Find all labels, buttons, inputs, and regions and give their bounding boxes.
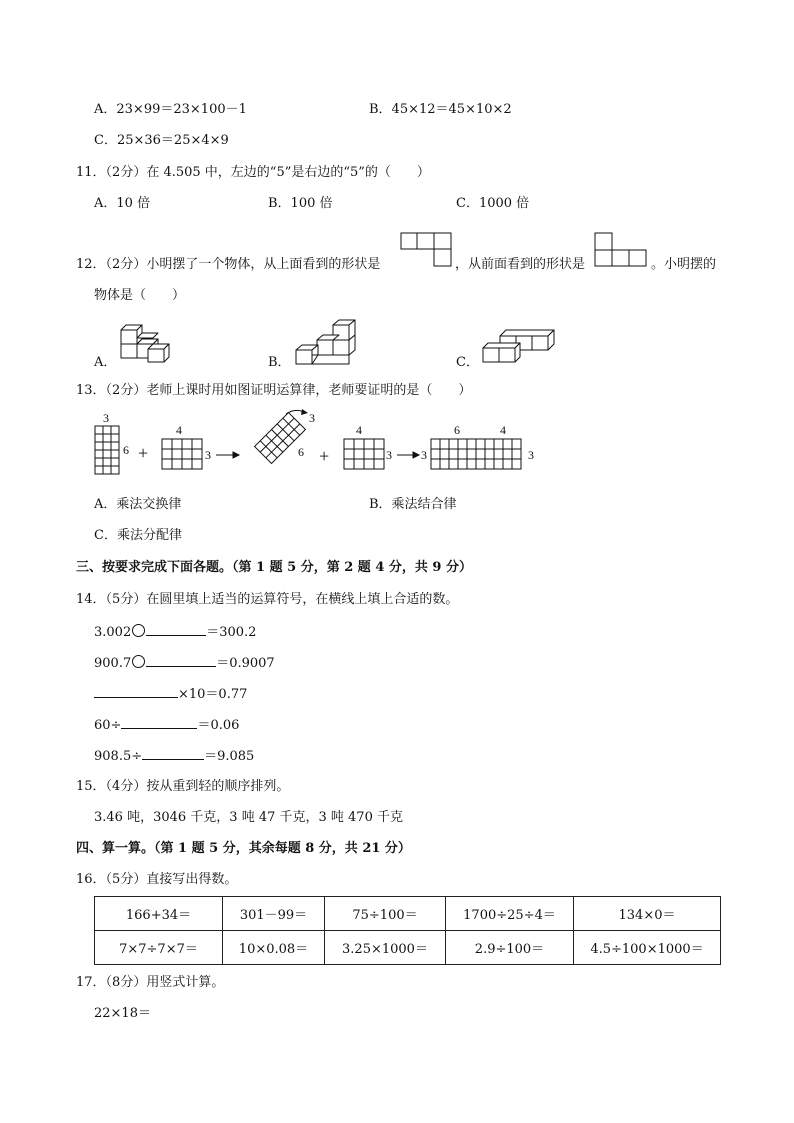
q12-option-c-cubes xyxy=(480,326,558,366)
q13-figure xyxy=(90,408,650,488)
q16-calc-table xyxy=(94,896,721,965)
q13-label: 3 xyxy=(386,448,392,462)
q13-label: 4 xyxy=(356,423,362,437)
table-row xyxy=(95,897,721,931)
q13-label: 4 xyxy=(176,423,182,437)
q13-option-b: B．乘法结合律 xyxy=(369,497,457,512)
q12-option-b-cubes xyxy=(293,318,361,366)
calc-cell: 1700÷25÷4＝ xyxy=(446,897,574,931)
q14-r3-right: ×10＝0.77 xyxy=(178,687,248,702)
section3-heading: 三、按要求完成下面各题。（第 1 题 5 分，第 2 题 4 分，共 9 分） xyxy=(76,560,472,575)
q16-stem: 16．（5分）直接写出得数。 xyxy=(76,872,238,887)
q14-r2-right: ＝0.9007 xyxy=(216,656,275,671)
q13-option-c: C．乘法分配律 xyxy=(94,528,182,543)
q10-option-a: A．23×99＝23×100－1 xyxy=(94,102,247,117)
q14-r5-right: ＝9.085 xyxy=(204,749,255,764)
q13-label: 6 xyxy=(298,445,304,459)
q12-option-a: A． xyxy=(94,355,117,370)
answer-blank[interactable] xyxy=(121,716,197,729)
q12-front-view-figure xyxy=(594,232,650,268)
q11-option-a: A．10 倍 xyxy=(94,196,151,211)
q13-label: 4 xyxy=(500,423,506,437)
answer-blank[interactable] xyxy=(94,685,178,698)
operator-circle[interactable] xyxy=(132,624,145,637)
q12-option-a-cubes xyxy=(118,318,180,364)
q15-stem: 15．（4分）按从重到轻的顺序排列。 xyxy=(76,779,290,794)
q12-option-b: B． xyxy=(268,355,291,370)
calc-cell: 166+34＝ xyxy=(95,897,223,931)
q17-expression: 22×18＝ xyxy=(94,1006,151,1021)
q14-r1-left: 3.002 xyxy=(94,625,132,640)
q14-row-2 xyxy=(94,654,275,672)
q13-label: 3 xyxy=(528,448,534,462)
q14-row-1 xyxy=(94,623,256,641)
calc-cell: 7×7÷7×7＝ xyxy=(95,931,223,965)
q14-r5-left: 908.5÷ xyxy=(94,749,143,764)
q15-items: 3.46 吨，3046 千克，3 吨 47 千克，3 吨 470 千克 xyxy=(94,810,403,825)
q10-option-c: C．25×36＝25×4×9 xyxy=(94,133,229,148)
q13-stem: 13．（2分）老师上课时用如图证明运算律，老师要证明的是（ ） xyxy=(76,383,472,398)
q11-option-c: C．1000 倍 xyxy=(456,196,530,211)
q13-plus: + xyxy=(138,443,149,463)
q12-option-c: C． xyxy=(456,355,479,370)
q12-stem-line2: 物体是（ ） xyxy=(94,288,186,303)
table-row xyxy=(95,931,721,965)
q13-label: 6 xyxy=(123,443,129,457)
q10-option-b: B．45×12＝45×10×2 xyxy=(369,102,512,117)
q14-r4-left: 60÷ xyxy=(94,718,122,733)
operator-circle[interactable] xyxy=(132,655,145,668)
q14-r2-left: 900.7 xyxy=(94,656,132,671)
q14-row-4 xyxy=(94,716,239,734)
calc-cell: 10×0.08＝ xyxy=(223,931,325,965)
q12-top-view-figure xyxy=(400,232,454,268)
q14-stem: 14．（5分）在圆里填上适当的运算符号，在横线上填上合适的数。 xyxy=(76,592,459,607)
answer-blank[interactable] xyxy=(146,623,206,636)
q14-r1-right: ＝300.2 xyxy=(206,625,257,640)
q12-stem-part2: ，从前面看到的形状是 xyxy=(455,257,586,272)
calc-cell: 4.5÷100×1000＝ xyxy=(574,931,721,965)
q13-option-a: A．乘法交换律 xyxy=(94,497,182,512)
q13-label: 3 xyxy=(103,411,109,425)
q11-option-b: B．100 倍 xyxy=(268,196,333,211)
q13-label: 3 xyxy=(421,448,427,462)
answer-blank[interactable] xyxy=(146,654,216,667)
q14-row-3 xyxy=(94,685,247,703)
q14-row-5 xyxy=(94,747,254,765)
q17-stem: 17．（8分）用竖式计算。 xyxy=(76,975,225,990)
calc-cell: 75÷100＝ xyxy=(325,897,446,931)
q13-plus: + xyxy=(319,446,330,466)
q13-label: 3 xyxy=(309,411,315,425)
calc-cell: 301－99＝ xyxy=(223,897,325,931)
q12-stem-part1: 12．（2分）小明摆了一个物体，从上面看到的形状是 xyxy=(76,257,381,272)
q14-r4-right: ＝0.06 xyxy=(197,718,240,733)
answer-blank[interactable] xyxy=(142,747,204,760)
section4-heading: 四、算一算。（第 1 题 5 分，其余每题 8 分，共 21 分） xyxy=(76,841,411,856)
q13-label: 3 xyxy=(205,448,211,462)
q13-label: 6 xyxy=(454,423,460,437)
q11-stem: 11．（2分）在 4.505 中，左边的“5”是右边的“5”的（ ） xyxy=(76,165,430,180)
calc-cell: 3.25×1000＝ xyxy=(325,931,446,965)
calc-cell: 134×0＝ xyxy=(574,897,721,931)
calc-cell: 2.9÷100＝ xyxy=(446,931,574,965)
q12-stem-part3: 。小明摆的 xyxy=(651,257,717,272)
